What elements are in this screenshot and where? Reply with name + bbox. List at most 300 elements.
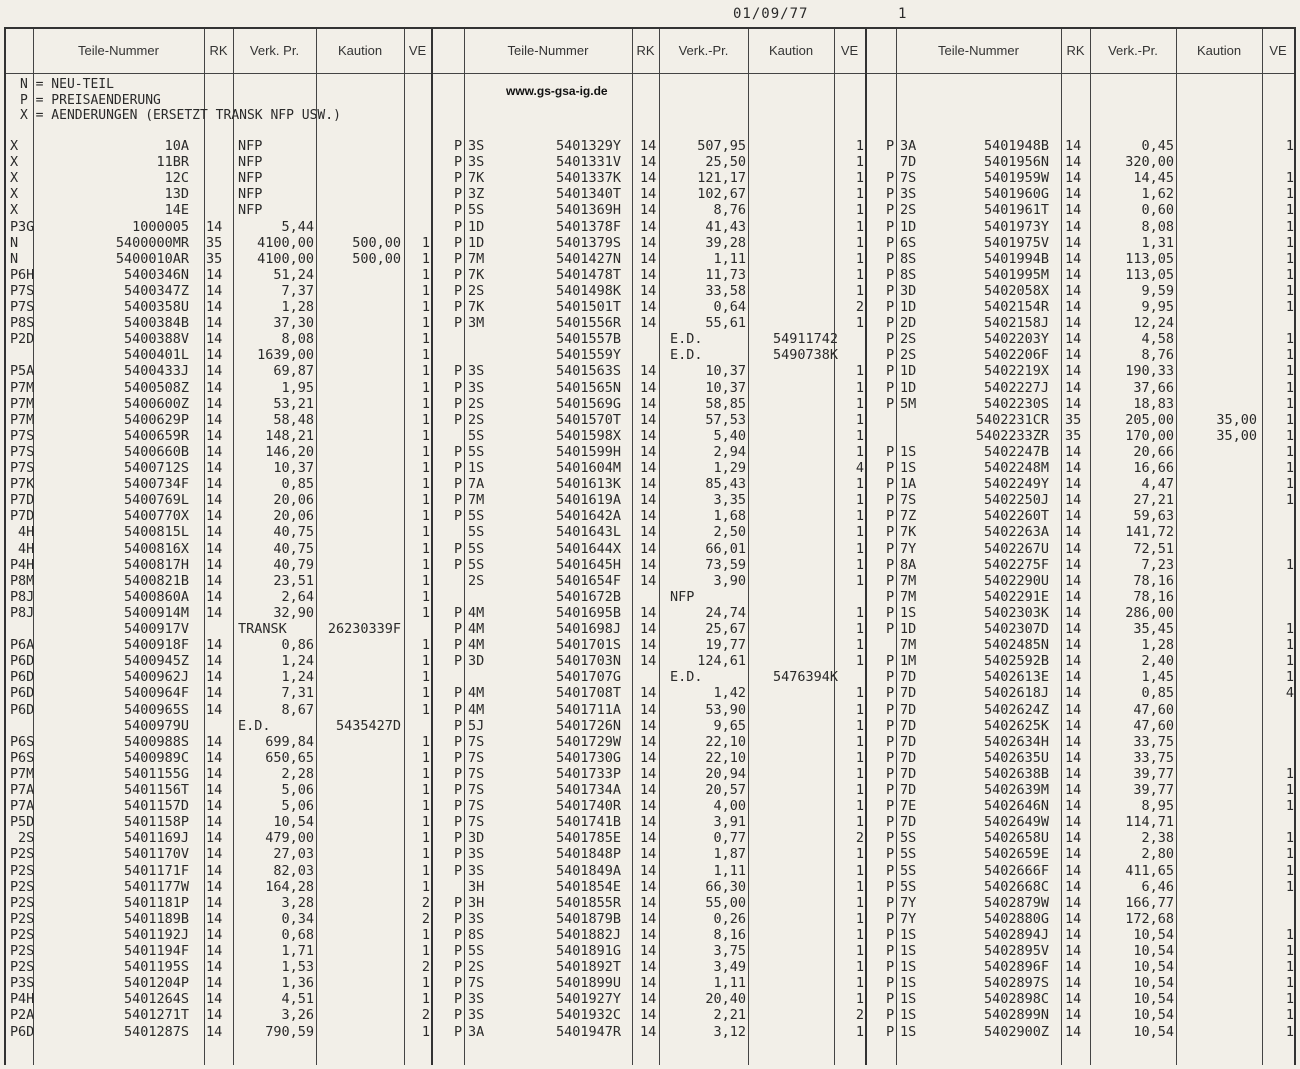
group-cell: 7Y — [900, 540, 917, 557]
ve-cell: 1 — [855, 266, 864, 283]
ve-cell: 1 — [855, 154, 864, 171]
price-cell: 27,21 — [1133, 492, 1174, 509]
part-number-cell: 5402635U — [983, 749, 1049, 766]
part-number-cell: 5401478T — [555, 266, 621, 283]
rk-cell: 14 — [1065, 604, 1082, 621]
part-number-cell: 5401642A — [555, 508, 621, 525]
flag-cell: P — [886, 653, 895, 670]
price-cell: 8,08 — [281, 331, 314, 348]
ve-cell: 1 — [1285, 347, 1294, 364]
rk-cell: 14 — [206, 926, 223, 943]
group-cell: 7K — [468, 299, 485, 315]
price-cell: 39,77 — [1133, 782, 1174, 798]
part-number-cell: 5401158P — [123, 814, 189, 831]
table-row — [434, 879, 865, 895]
group-cell: 1D — [900, 379, 917, 396]
price-cell: 8,08 — [1141, 218, 1174, 235]
part-number-cell: 5400769L — [123, 492, 189, 509]
ve-cell: 1 — [1285, 234, 1294, 251]
group-cell: 8J — [18, 604, 35, 621]
flag-cell: P — [886, 331, 895, 348]
group-cell: 3H — [468, 894, 485, 911]
group-cell: 7M — [18, 765, 35, 782]
flag-cell: P — [886, 572, 895, 589]
part-number-cell: 5400817H — [123, 556, 189, 573]
rk-cell: 14 — [640, 476, 657, 493]
part-number-cell: 5401287S — [123, 1023, 189, 1040]
price-cell: 10,54 — [1133, 1023, 1174, 1040]
table-row — [434, 685, 865, 701]
table-row — [868, 830, 1294, 846]
part-number-cell: 5402613E — [983, 669, 1049, 686]
group-cell: 7D — [18, 508, 35, 525]
kaution-cell: 5435427D — [335, 717, 401, 734]
table-row — [434, 621, 865, 637]
header-ve: VE — [408, 43, 427, 58]
rk-cell: 14 — [1065, 443, 1082, 460]
price-cell: 4,58 — [1141, 331, 1174, 348]
flag-cell: P — [886, 685, 895, 702]
flag-cell: P — [454, 910, 463, 927]
price-cell: TRANSK — [238, 621, 287, 637]
flag-cell: P — [10, 411, 19, 428]
price-cell: NFP — [238, 154, 263, 171]
table-row — [6, 557, 431, 573]
part-number-cell: 5400945Z — [123, 653, 189, 670]
group-cell: 4H — [18, 540, 35, 557]
flag-cell: P — [454, 653, 463, 670]
rk-cell: 14 — [1065, 733, 1082, 750]
price-cell: 1,31 — [1141, 234, 1174, 251]
part-number-cell: 5402659E — [983, 846, 1049, 863]
group-cell: 3H — [468, 878, 485, 895]
price-cell: 121,17 — [697, 170, 746, 187]
price-cell: 164,28 — [265, 878, 314, 895]
price-cell: NFP — [670, 588, 695, 605]
rk-cell: 14 — [640, 943, 657, 959]
group-cell: 3S — [468, 363, 485, 380]
part-number-cell: 5401708T — [555, 685, 621, 702]
part-number-cell: 5401156T — [123, 782, 189, 798]
part-number-cell: 5402618J — [983, 685, 1049, 702]
ve-cell: 1 — [1285, 138, 1294, 154]
table-row — [6, 1024, 431, 1040]
price-cell: 51,24 — [273, 266, 314, 283]
ve-cell: 1 — [1285, 991, 1294, 1008]
table-row — [434, 927, 865, 943]
part-number-cell: 5402897S — [983, 975, 1049, 992]
table-row — [6, 605, 431, 621]
part-number-cell: 5401643L — [555, 524, 621, 541]
table-row — [6, 283, 431, 299]
rk-cell: 14 — [206, 282, 223, 299]
part-number-cell: 5401194F — [123, 943, 189, 959]
table-row — [868, 154, 1294, 170]
rk-cell: 14 — [1065, 814, 1082, 831]
ve-cell: 1 — [421, 250, 430, 267]
flag-cell: P — [10, 266, 19, 283]
price-cell: 1,53 — [281, 959, 314, 976]
group-cell: 4H — [18, 524, 35, 541]
flag-cell: P — [10, 492, 19, 509]
price-cell: 5,44 — [281, 218, 314, 235]
group-cell: 4M — [468, 685, 485, 702]
rk-cell: 14 — [1065, 717, 1082, 734]
price-cell: 37,30 — [273, 315, 314, 332]
rk-cell: 14 — [640, 443, 657, 460]
flag-cell: P — [886, 395, 895, 412]
rk-cell: 14 — [206, 556, 223, 573]
table-row — [868, 766, 1294, 782]
part-number-cell: 5400000MR — [115, 234, 189, 251]
table-row — [6, 927, 431, 943]
price-cell: 78,16 — [1133, 572, 1174, 589]
rk-cell: 14 — [640, 846, 657, 863]
group-cell: 8S — [900, 266, 917, 283]
flag-cell: P — [454, 234, 463, 251]
table-row — [434, 138, 865, 154]
price-cell: 20,06 — [273, 492, 314, 509]
ve-cell: 1 — [855, 524, 864, 541]
rk-cell: 14 — [640, 894, 657, 911]
price-cell: 411,65 — [1125, 862, 1174, 879]
rk-cell: 14 — [206, 572, 223, 589]
table-row — [6, 138, 431, 154]
flag-cell: P — [886, 862, 895, 879]
rk-cell: 14 — [640, 186, 657, 203]
rk-cell: 14 — [206, 411, 223, 428]
part-number-cell: 5402154R — [983, 299, 1049, 315]
ve-cell: 1 — [855, 186, 864, 203]
table-row — [6, 637, 431, 653]
ve-cell: 1 — [421, 572, 430, 589]
price-cell: 20,40 — [705, 991, 746, 1008]
flag-cell: P — [454, 556, 463, 573]
flag-cell: P — [454, 621, 463, 637]
flag-cell: P — [886, 669, 895, 686]
price-cell: 2,40 — [1141, 653, 1174, 670]
table-row — [434, 637, 865, 653]
rk-cell: 14 — [206, 862, 223, 879]
price-cell: 82,03 — [273, 862, 314, 879]
price-cell: 47,60 — [1133, 717, 1174, 734]
flag-cell: P — [10, 331, 19, 348]
ve-cell: 1 — [855, 508, 864, 525]
flag-cell: P — [886, 878, 895, 895]
table-row — [434, 508, 865, 524]
price-cell: 25,50 — [705, 154, 746, 171]
ve-cell: 1 — [855, 653, 864, 670]
flag-cell: P — [886, 138, 895, 154]
price-cell: 1,36 — [281, 975, 314, 992]
part-number-cell: 5400962J — [123, 669, 189, 686]
table-row — [434, 331, 865, 347]
rk-cell: 14 — [640, 266, 657, 283]
flag-cell: X — [10, 186, 19, 203]
price-cell: 20,06 — [273, 508, 314, 525]
group-cell: 1A — [900, 476, 917, 493]
part-number-cell: 5402247B — [983, 443, 1049, 460]
part-number-cell: 5401899U — [555, 975, 621, 992]
group-cell: 2S — [18, 830, 35, 847]
price-cell: 102,67 — [697, 186, 746, 203]
legend — [20, 77, 341, 124]
ve-cell: 1 — [1285, 202, 1294, 219]
ve-cell: 1 — [1285, 170, 1294, 187]
kaution-cell: 5476394K — [772, 669, 838, 686]
part-number-cell: 5401960G — [983, 186, 1049, 203]
table-row — [6, 492, 431, 508]
table-row — [434, 541, 865, 557]
flag-cell: P — [886, 347, 895, 364]
price-cell: 2,38 — [1141, 830, 1174, 847]
rk-cell: 14 — [1065, 846, 1082, 863]
ve-cell: 1 — [421, 460, 430, 476]
flag-cell: P — [454, 186, 463, 203]
flag-cell: P — [454, 830, 463, 847]
flag-cell: P — [10, 894, 19, 911]
group-cell: 7D — [900, 669, 917, 686]
rk-cell: 14 — [206, 315, 223, 332]
rk-cell: 14 — [206, 765, 223, 782]
group-cell: 3S — [468, 1007, 485, 1024]
part-number-cell: 5401501T — [555, 299, 621, 315]
group-cell: 7S — [468, 765, 485, 782]
part-number-cell: 5402250J — [983, 492, 1049, 509]
table-row — [434, 202, 865, 218]
part-number-cell: 5401995M — [983, 266, 1049, 283]
rk-cell: 14 — [206, 894, 223, 911]
flag-cell: P — [10, 943, 19, 959]
flag-cell: P — [454, 782, 463, 798]
rk-cell: 14 — [640, 154, 657, 171]
part-number-cell: 5400917V — [123, 621, 189, 637]
part-number-cell: 5401177W — [123, 878, 189, 895]
price-cell: 10,54 — [1133, 975, 1174, 992]
group-cell: 2S — [18, 846, 35, 863]
part-number-cell: 5401604M — [555, 460, 621, 476]
table-row — [868, 1007, 1294, 1023]
part-number-cell: 5402895V — [983, 943, 1049, 959]
part-number-cell: 5401672B — [555, 588, 621, 605]
group-cell: 8M — [18, 572, 35, 589]
rk-cell: 14 — [1065, 878, 1082, 895]
table-row — [6, 573, 431, 589]
group-cell: 6S — [18, 733, 35, 750]
flag-cell: X — [10, 154, 19, 171]
group-cell: 7S — [468, 975, 485, 992]
rk-cell: 35 — [206, 234, 223, 251]
header-teile-nummer: Teile-Nummer — [507, 43, 589, 58]
ve-cell: 1 — [855, 218, 864, 235]
ve-cell: 1 — [1285, 443, 1294, 460]
part-number-cell: 5402624Z — [983, 701, 1049, 718]
table-row — [6, 363, 431, 379]
part-number-cell: 5402227J — [983, 379, 1049, 396]
table-row — [6, 235, 431, 251]
rk-cell: 14 — [206, 878, 223, 895]
rk-cell: 14 — [1065, 669, 1082, 686]
rk-cell: 14 — [640, 202, 657, 219]
part-number-cell: 5402638B — [983, 765, 1049, 782]
ve-cell: 2 — [421, 894, 430, 911]
rk-cell: 14 — [206, 218, 223, 235]
rk-cell: 14 — [206, 347, 223, 364]
table-row — [868, 669, 1294, 685]
price-cell: 20,57 — [705, 782, 746, 798]
flag-cell: P — [454, 1023, 463, 1040]
price-cell: 650,65 — [265, 749, 314, 766]
table-row — [6, 975, 431, 991]
ve-cell: 1 — [855, 701, 864, 718]
ve-cell: 1 — [1285, 427, 1294, 444]
part-number-cell: 5401932C — [555, 1007, 621, 1024]
rk-cell: 14 — [1065, 186, 1082, 203]
price-cell: 4100,00 — [257, 250, 314, 267]
price-cell: NFP — [238, 170, 263, 187]
group-cell: 4M — [468, 621, 485, 637]
group-cell: 3D — [900, 282, 917, 299]
table-row — [6, 219, 431, 235]
price-cell: 33,58 — [705, 282, 746, 299]
part-number-cell: 5400918F — [123, 637, 189, 654]
group-cell: 2S — [18, 943, 35, 959]
page-number: 1 — [898, 6, 907, 22]
ve-cell: 1 — [421, 669, 430, 686]
price-cell: 12,24 — [1133, 315, 1174, 332]
part-number-cell: 5401565N — [555, 379, 621, 396]
part-number-cell: 5402880G — [983, 910, 1049, 927]
price-cell: 69,87 — [273, 363, 314, 380]
group-cell: 2S — [900, 331, 917, 348]
flag-cell: P — [454, 476, 463, 493]
group-cell: 4H — [18, 991, 35, 1008]
price-cell: 27,03 — [273, 846, 314, 863]
flag-cell: P — [454, 798, 463, 815]
flag-cell: X — [10, 170, 19, 187]
part-number-cell: 1000005 — [132, 218, 189, 235]
price-cell: 2,64 — [281, 588, 314, 605]
price-cell: 2,80 — [1141, 846, 1174, 863]
table-row — [434, 702, 865, 718]
table-row — [6, 444, 431, 460]
table-row — [434, 589, 865, 605]
table-row — [868, 637, 1294, 653]
flag-cell: P — [886, 814, 895, 831]
rk-cell: 14 — [1065, 685, 1082, 702]
table-row — [6, 170, 431, 186]
group-cell: 3S — [468, 138, 485, 154]
ve-cell: 1 — [855, 572, 864, 589]
part-number-cell: 5400712S — [123, 460, 189, 476]
rk-cell: 14 — [640, 765, 657, 782]
price-cell: 5,06 — [281, 798, 314, 815]
price-cell: 1,71 — [281, 943, 314, 959]
flag-cell: P — [454, 926, 463, 943]
price-cell: 59,63 — [1133, 508, 1174, 525]
price-cell: 5,06 — [281, 782, 314, 798]
ve-cell: 1 — [855, 846, 864, 863]
price-cell: 32,90 — [273, 604, 314, 621]
ve-cell: 1 — [421, 556, 430, 573]
group-cell: 7M — [468, 492, 485, 509]
rk-cell: 14 — [206, 814, 223, 831]
table-row — [868, 589, 1294, 605]
group-cell: 6A — [18, 637, 35, 654]
rk-cell: 14 — [1065, 202, 1082, 219]
flag-cell: P — [886, 379, 895, 396]
part-number-cell: 5401556R — [555, 315, 621, 332]
rk-cell: 14 — [206, 299, 223, 315]
table-row — [6, 396, 431, 412]
group-cell: 7M — [900, 572, 917, 589]
price-cell: 3,12 — [713, 1023, 746, 1040]
group-cell: 6S — [900, 234, 917, 251]
table-row — [434, 186, 865, 202]
ve-cell: 1 — [421, 604, 430, 621]
ve-cell: 1 — [855, 170, 864, 187]
price-cell: 10,37 — [705, 379, 746, 396]
flag-cell: P — [10, 315, 19, 332]
rk-cell: 14 — [640, 991, 657, 1008]
flag-cell: P — [10, 814, 19, 831]
table-row — [434, 557, 865, 573]
group-cell: 3G — [18, 218, 35, 235]
price-cell: 3,28 — [281, 894, 314, 911]
part-number-cell: 5401785E — [555, 830, 621, 847]
group-cell: 8S — [468, 926, 485, 943]
group-cell: 7Y — [900, 894, 917, 911]
part-number-cell: 5401711A — [555, 701, 621, 718]
flag-cell: P — [886, 443, 895, 460]
table-row — [6, 782, 431, 798]
group-cell: 2S — [900, 202, 917, 219]
ve-cell: 1 — [855, 749, 864, 766]
ve-cell: 1 — [1285, 798, 1294, 815]
ve-cell: 1 — [855, 926, 864, 943]
rk-cell: 14 — [206, 1023, 223, 1040]
ve-cell: 1 — [421, 926, 430, 943]
flag-cell: P — [10, 991, 19, 1008]
group-cell: 3S — [468, 862, 485, 879]
column-block-1 — [6, 29, 431, 1065]
table-row — [6, 830, 431, 846]
price-cell: 1,11 — [713, 250, 746, 267]
group-cell: 6H — [18, 266, 35, 283]
rk-cell: 14 — [206, 443, 223, 460]
table-row — [868, 557, 1294, 573]
group-cell: 7E — [900, 798, 917, 815]
group-cell: 1S — [900, 943, 917, 959]
ve-cell: 1 — [1285, 637, 1294, 654]
price-cell: E.D. — [670, 347, 703, 364]
ve-cell: 2 — [421, 1007, 430, 1024]
table-row — [6, 589, 431, 605]
rk-cell: 14 — [1065, 540, 1082, 557]
group-cell: 7Y — [900, 910, 917, 927]
group-cell: 8S — [18, 315, 35, 332]
price-cell: 1,28 — [281, 299, 314, 315]
flag-cell: P — [886, 926, 895, 943]
part-number-cell: 5402303K — [983, 604, 1049, 621]
flag-cell: P — [10, 476, 19, 493]
table-row — [6, 685, 431, 701]
group-cell: 7D — [900, 765, 917, 782]
rk-cell: 14 — [206, 653, 223, 670]
group-cell: 3M — [468, 315, 485, 332]
table-row — [868, 380, 1294, 396]
ve-cell: 1 — [1285, 765, 1294, 782]
